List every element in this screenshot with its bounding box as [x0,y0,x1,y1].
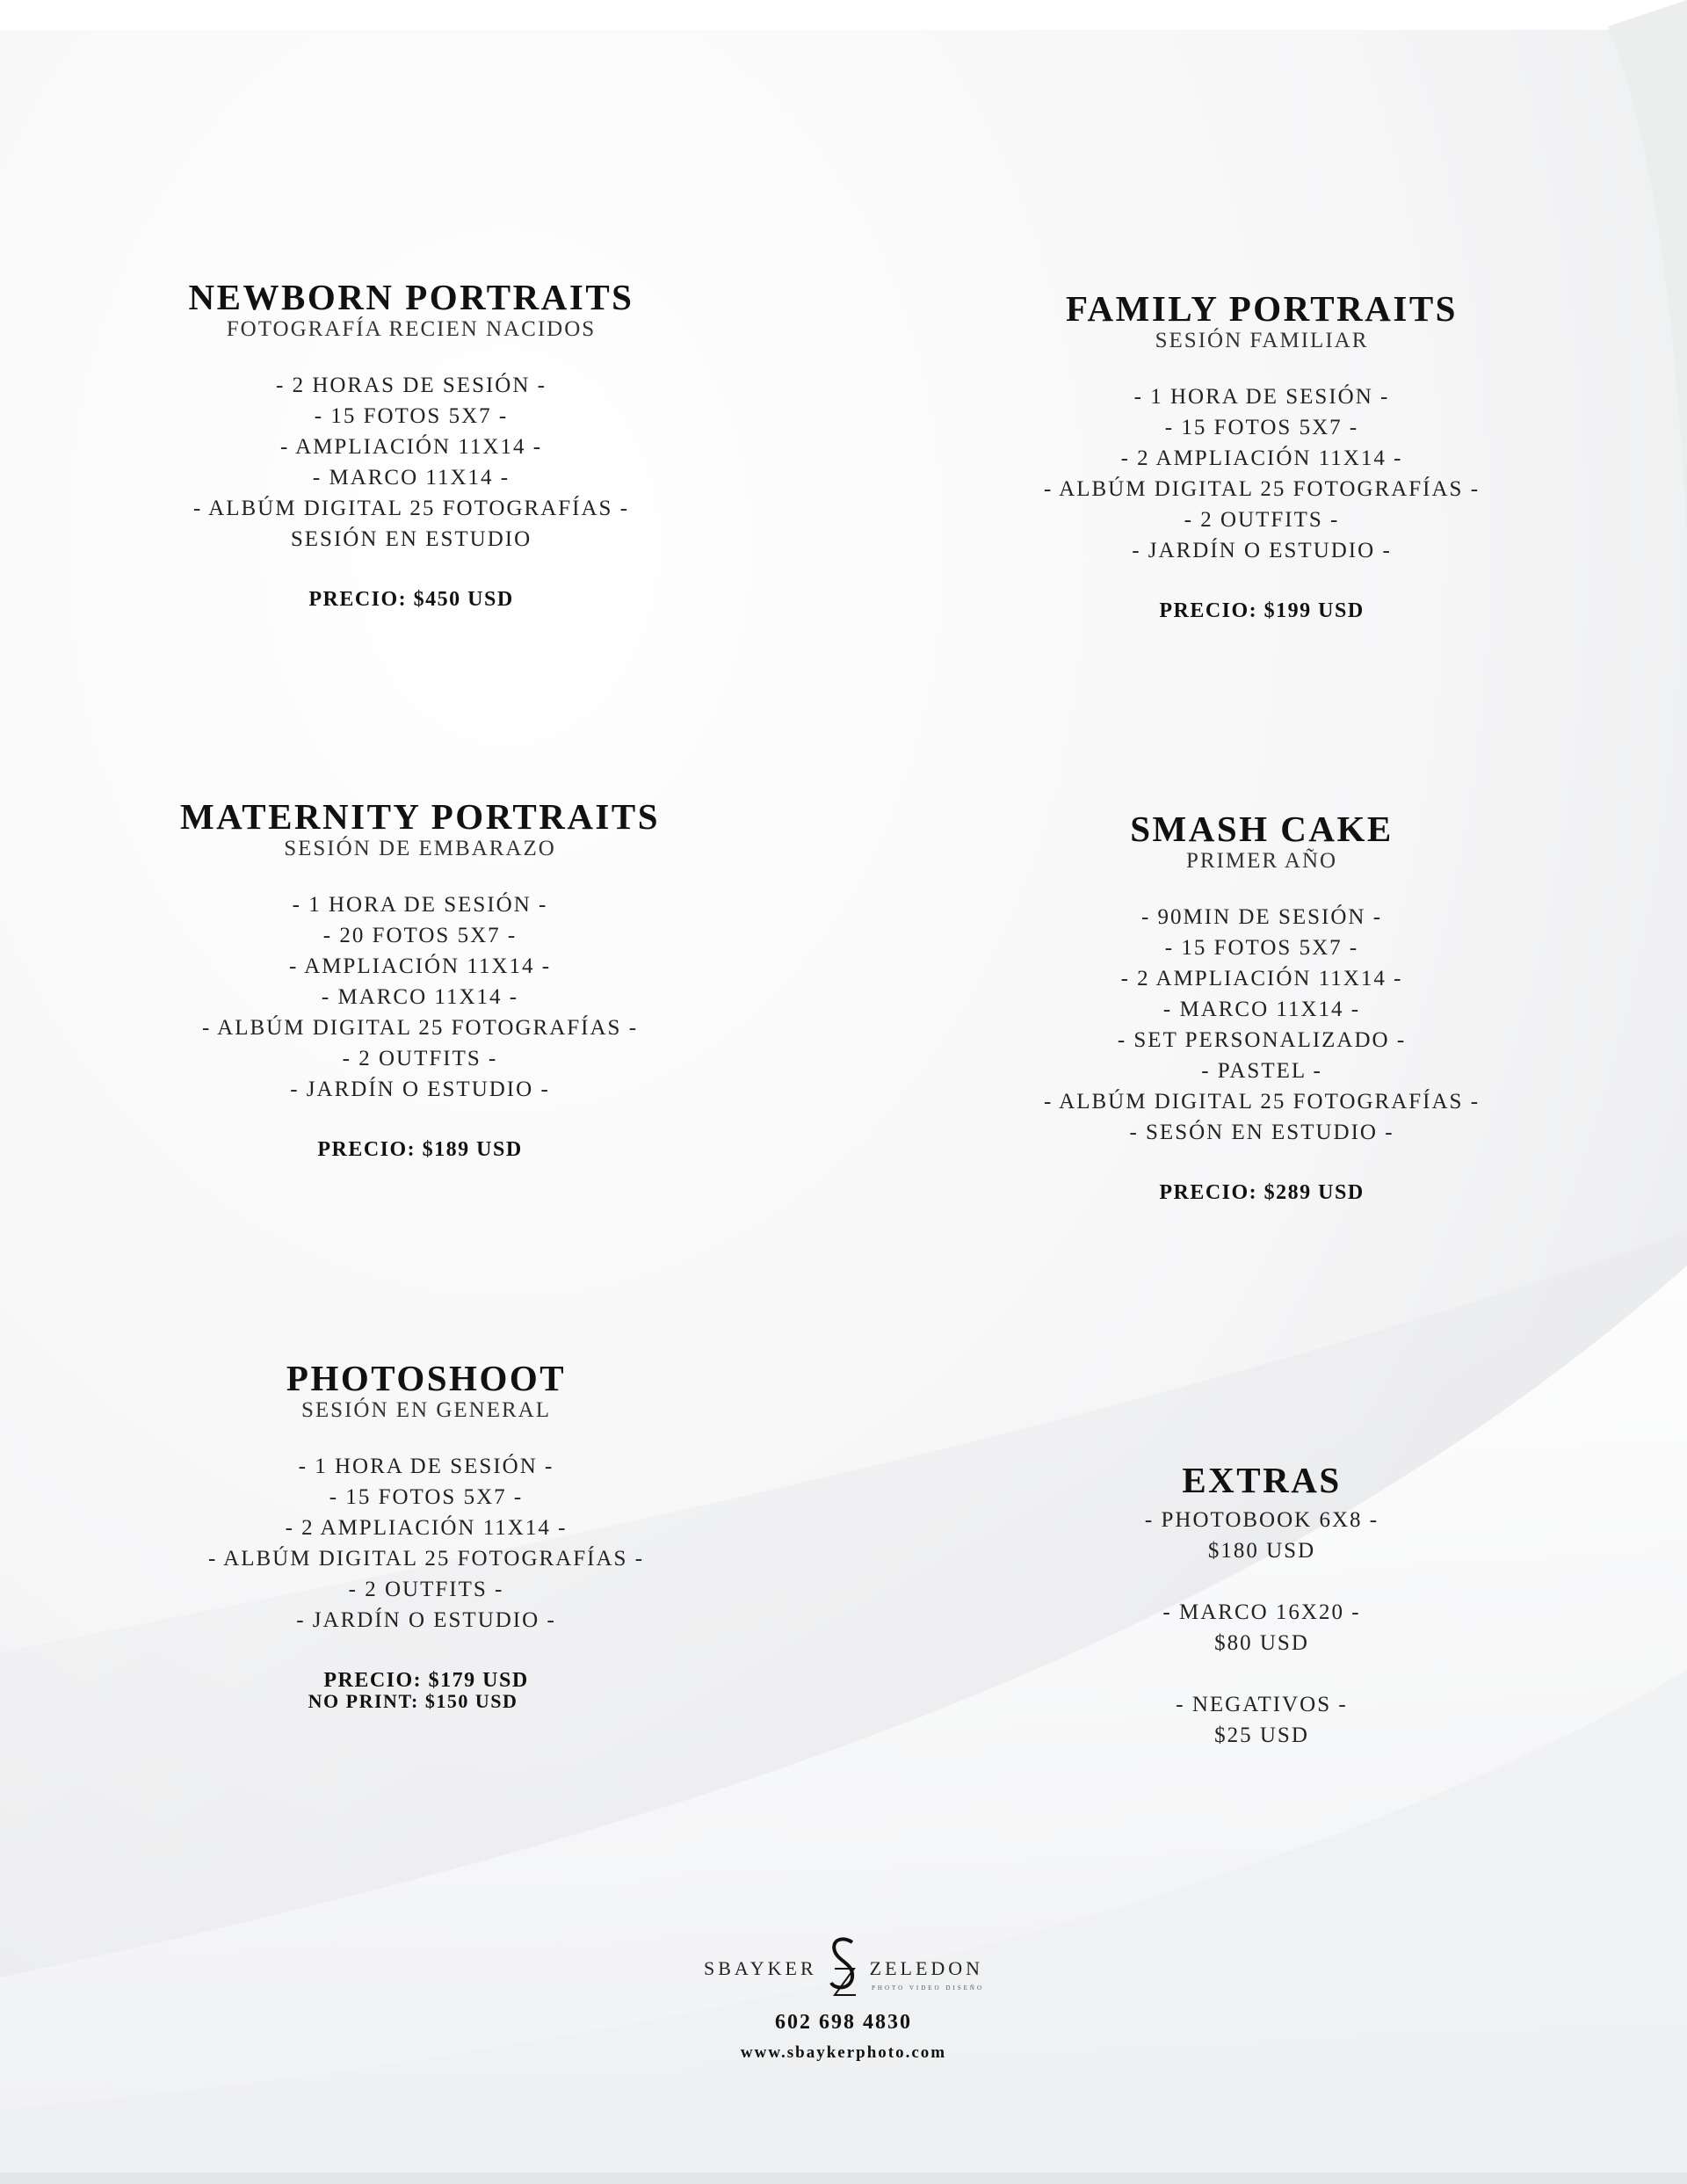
package-items [92,1451,760,1636]
package-newborn [77,278,745,613]
package-item: - MARCO 11X14 - [321,985,519,1009]
package-price: PRECIO: $189 USD [317,1138,523,1161]
package-maternity [86,797,754,1164]
package-item: - MARCO 11X14 - [312,466,510,490]
package-item: - JARDÍN O ESTUDIO - [296,1608,556,1632]
package-price: PRECIO: $199 USD [1159,599,1365,622]
extra-item-price: $180 USD [1207,1539,1316,1563]
package-item: - 15 FOTOS 5X7 - [1164,936,1359,960]
package-item: - ALBÚM DIGITAL 25 FOTOGRAFÍAS - [192,497,630,520]
package-item: - 1 HORA DE SESIÓN - [292,893,548,917]
package-title: PHOTOSHOOT [286,1358,567,1398]
package-items [86,889,754,1105]
package-item: - 1 HORA DE SESIÓN - [298,1455,554,1478]
extra-item-price: $80 USD [1214,1631,1309,1655]
package-item: - 15 FOTOS 5X7 - [329,1485,524,1509]
package-item: - 2 AMPLIACIÓN 11X14 - [1120,446,1403,470]
brand-logo [668,1934,1019,2004]
phone-number: 602 698 4830 [775,2011,912,2034]
package-price: PRECIO: $289 USD [1159,1181,1365,1204]
package-items [928,902,1596,1148]
package-title: MATERNITY PORTRAITS [179,796,661,837]
package-item: - 2 AMPLIACIÓN 11X14 - [285,1516,568,1540]
package-item: - ALBÚM DIGITAL 25 FOTOGRAFÍAS - [201,1016,639,1040]
package-item: - AMPLIACIÓN 11X14 - [288,954,552,978]
monogram-sz-icon [824,1934,863,2004]
package-item: SESIÓN EN ESTUDIO [290,527,532,551]
package-smash-cake [928,809,1596,1207]
package-item: - 2 OUTFITS - [342,1047,498,1070]
extra-item-price: $25 USD [1214,1723,1309,1747]
package-item: - 2 HORAS DE SESIÓN - [276,374,547,397]
extra-item-name: - MARCO 16X20 - [1162,1600,1361,1624]
logo-tagline: PHOTO VIDEO DISEÑO [872,1984,985,1992]
package-item: - 2 OUTFITS - [1184,508,1340,532]
package-price: PRECIO: $450 USD [308,588,514,611]
package-items [77,370,745,555]
package-price: PRECIO: $179 USD [323,1669,529,1692]
package-title: SMASH CAKE [1130,809,1394,849]
package-item: - JARDÍN O ESTUDIO - [290,1077,550,1101]
package-item: - SESÓN EN ESTUDIO - [1129,1121,1394,1144]
logo-right-text: ZELEDON [869,1957,984,1979]
package-item: - MARCO 11X14 - [1162,998,1361,1021]
package-family [928,289,1596,625]
package-photoshoot [92,1359,760,1712]
package-item: - PASTEL - [1201,1059,1322,1083]
package-item: - 15 FOTOS 5X7 - [314,404,509,428]
extra-item [928,1505,1596,1566]
package-title: NEWBORN PORTRAITS [188,277,634,317]
package-subtitle: PRIMER AÑO [1185,849,1338,873]
package-item: - 20 FOTOS 5X7 - [322,924,518,947]
package-items [928,381,1596,566]
package-item: - AMPLIACIÓN 11X14 - [279,435,543,459]
package-subtitle: SESIÓN FAMILIAR [1155,329,1369,352]
package-subtitle: SESIÓN EN GENERAL [301,1398,551,1422]
package-title: FAMILY PORTRAITS [1066,288,1458,329]
package-subtitle: SESIÓN DE EMBARAZO [284,837,556,860]
package-item: - 1 HORA DE SESIÓN - [1133,385,1390,409]
logo-left-text: SBAYKER [703,1957,817,1979]
package-item: - ALBÚM DIGITAL 25 FOTOGRAFÍAS - [1043,1090,1481,1114]
extra-item-name: - NEGATIVOS - [1176,1693,1348,1716]
extra-item [928,1689,1596,1751]
package-subtitle: FOTOGRAFÍA RECIEN NACIDOS [226,317,597,341]
extras-section [928,1461,1596,1781]
website-link[interactable]: www.sbaykerphoto.com [740,2043,947,2062]
extras-title: EXTRAS [1182,1460,1342,1500]
package-item: - SET PERSONALIZADO - [1117,1028,1407,1052]
package-item: - ALBÚM DIGITAL 25 FOTOGRAFÍAS - [1043,477,1481,501]
package-item: - 90MIN DE SESIÓN - [1140,905,1383,929]
package-item: - 2 AMPLIACIÓN 11X14 - [1120,967,1403,990]
package-item: - 2 OUTFITS - [348,1578,504,1601]
package-item: - JARDÍN O ESTUDIO - [1132,539,1392,562]
extra-item [928,1597,1596,1658]
package-item: - 15 FOTOS 5X7 - [1164,416,1359,439]
footer [668,1934,1019,2063]
extra-item-name: - PHOTOBOOK 6X8 - [1144,1508,1379,1532]
package-price-no-print: NO PRINT: $150 USD [308,1690,518,1712]
package-item: - ALBÚM DIGITAL 25 FOTOGRAFÍAS - [207,1547,645,1571]
